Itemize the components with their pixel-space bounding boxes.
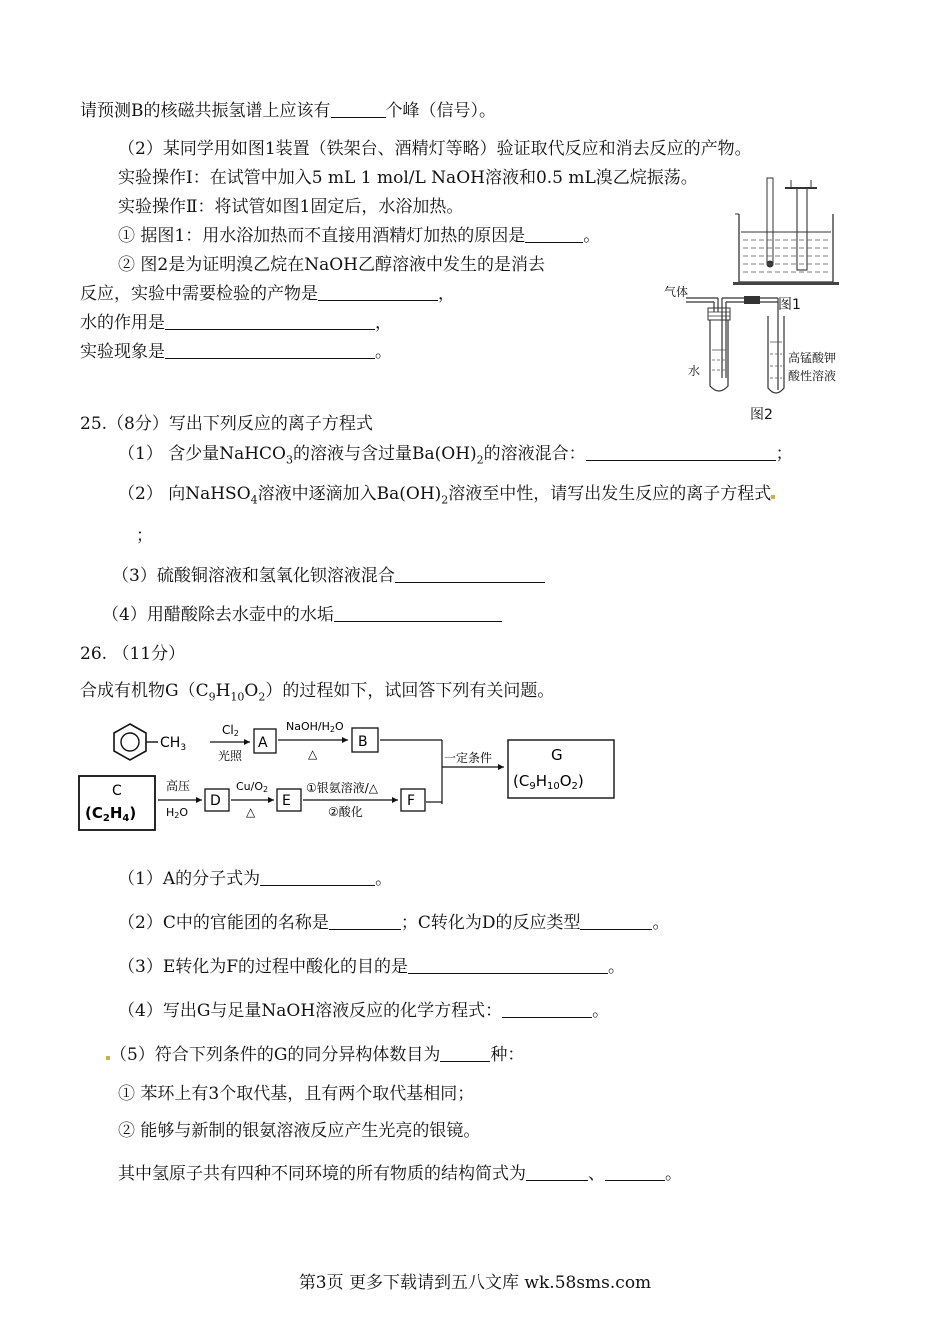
q26-intro: 合成有机物$G(C_9H_{10}O_2)$的过程如下，试回答下列有关问题。 <box>80 681 555 704</box>
q24-operation-2: 实验操作Ⅱ：将试管如图1固定后，水浴加热。 <box>118 197 464 217</box>
answer-blank[interactable] <box>331 101 386 118</box>
gas-label: 气体 <box>664 285 689 299</box>
node-g: G <box>551 746 563 764</box>
q26-1: （1）A的分子式为 。 <box>118 869 393 889</box>
figure-2-label: 图2 <box>750 407 773 423</box>
cuo2-label: Cu/O2 <box>236 780 269 794</box>
q25-3: （3）硫酸铜溶液和氢氧化钡溶液混合 <box>112 565 545 587</box>
kmno4-label-2: 酸性溶液 <box>788 369 837 383</box>
q26-4: （4）写出G与足量NaOH溶液反应的化学方程式： 。 <box>118 1001 610 1021</box>
q24-operation-1: 实验操作Ⅰ：在试管中加入5 mL 1 mol/L NaOH溶液和0.5 mL溴乙烷振荡。 <box>118 168 698 188</box>
page-footer: 第3页 更多下载请到五八文库 wk.58sms.com <box>298 1273 652 1293</box>
node-f: F <box>407 793 416 809</box>
q24-question-1: ① 据图1：用水浴加热而不直接用酒精灯加热的原因是 。 <box>118 226 601 246</box>
cl2-label: Cl2 <box>222 723 239 738</box>
q26-title: 26. （11分） <box>80 644 186 664</box>
silver-label: ①银氨溶液/△ <box>306 781 379 795</box>
q24-2-intro: （2）某同学用如图1装置（铁架台、酒精灯等略）验证取代反应和消去反应的产物。 <box>118 139 752 159</box>
toluene-structure <box>114 724 186 760</box>
q24-line-1: 请预测B的核磁共振氢谱上应该有 个峰（信号）。 <box>80 101 496 121</box>
q24-question-2-water: 水的作用是 ， <box>80 313 392 333</box>
kmno4-label-1: 高锰酸钾 <box>788 351 837 365</box>
answer-blank[interactable] <box>329 913 401 930</box>
g-formula: $(C_9H_{10}O_2)$ <box>513 772 584 792</box>
q26-5: （5）符合下列条件的G的同分异构体数目为 种： <box>106 1044 524 1066</box>
marker-dot <box>771 495 775 499</box>
node-e: E <box>282 793 291 809</box>
condition-label: 一定条件 <box>444 751 493 765</box>
q25-2: （2） 向NaHSO$_4$溶液中逐滴加入$Ba(OH)_2$溶液至中性，请写出发生反应的离子方程式 <box>118 483 775 511</box>
answer-blank[interactable] <box>440 1045 490 1062</box>
q26-5-condition-2: ② 能够与新制的银氨溶液反应产生光亮的银镜。 <box>118 1121 481 1141</box>
answer-blank[interactable] <box>395 566 545 583</box>
synthesis-scheme <box>70 712 630 842</box>
q25-4: （4）用醋酸除去水壶中的水垢 <box>102 604 502 626</box>
pressure-label: 高压 <box>166 779 191 793</box>
answer-blank[interactable] <box>580 913 652 930</box>
c-formula: $(C_2H_4)$ <box>85 804 137 824</box>
delta-label-2: △ <box>246 805 256 819</box>
answer-blank[interactable] <box>260 869 375 886</box>
ch3-label: $CH_3$ <box>160 735 187 753</box>
q24-question-2: ② 图2是为证明溴乙烷在NaOH乙醇溶液中发生的是消去 <box>118 255 545 275</box>
q25-1: （1） 含少量NaHCO$_3$的溶液与含过量$Ba(OH)_2$的溶液混合： ； <box>118 444 793 467</box>
answer-blank[interactable] <box>526 1164 588 1181</box>
answer-blank[interactable] <box>318 284 438 301</box>
q26-2: （2）C中的官能团的名称是 ；C转化为D的反应类型 。 <box>118 913 670 933</box>
answer-blank[interactable] <box>525 226 583 243</box>
answer-blank[interactable] <box>334 605 502 622</box>
answer-blank[interactable] <box>408 957 608 974</box>
q25-2-end: ； <box>136 526 153 546</box>
light-label: 光照 <box>218 749 243 763</box>
answer-blank[interactable] <box>502 1001 592 1018</box>
node-c: C <box>112 783 122 799</box>
acid-label: ②酸化 <box>328 805 363 819</box>
node-a: A <box>258 735 268 751</box>
water-label: H2O <box>166 806 189 820</box>
answer-blank[interactable] <box>586 444 776 461</box>
water-tube-label: 水 <box>688 364 701 378</box>
node-b: B <box>358 734 368 750</box>
figure-1-label: 图1 <box>778 297 801 313</box>
q26-5-structures: 其中氢原子共有四种不同环境的所有物质的结构简式为 、 。 <box>118 1164 682 1184</box>
delta-label-1: △ <box>308 747 318 761</box>
answer-blank[interactable] <box>165 313 375 330</box>
answer-blank[interactable] <box>605 1164 665 1181</box>
node-d: D <box>210 793 221 809</box>
answer-blank[interactable] <box>165 342 375 359</box>
q26-5-condition-1: ① 苯环上有3个取代基，且有两个取代基相同； <box>118 1084 475 1104</box>
q24-question-2-phenomenon: 实验现象是 。 <box>80 342 392 362</box>
naoh-label: NaOH/H2O <box>286 720 344 734</box>
q24-question-2-product: 反应，实验中需要检验的产物是 ， <box>80 284 455 304</box>
q25-title: 25.（8分）写出下列反应的离子方程式 <box>80 414 373 434</box>
q26-3: （3）E转化为F的过程中酸化的目的是 。 <box>118 957 626 977</box>
